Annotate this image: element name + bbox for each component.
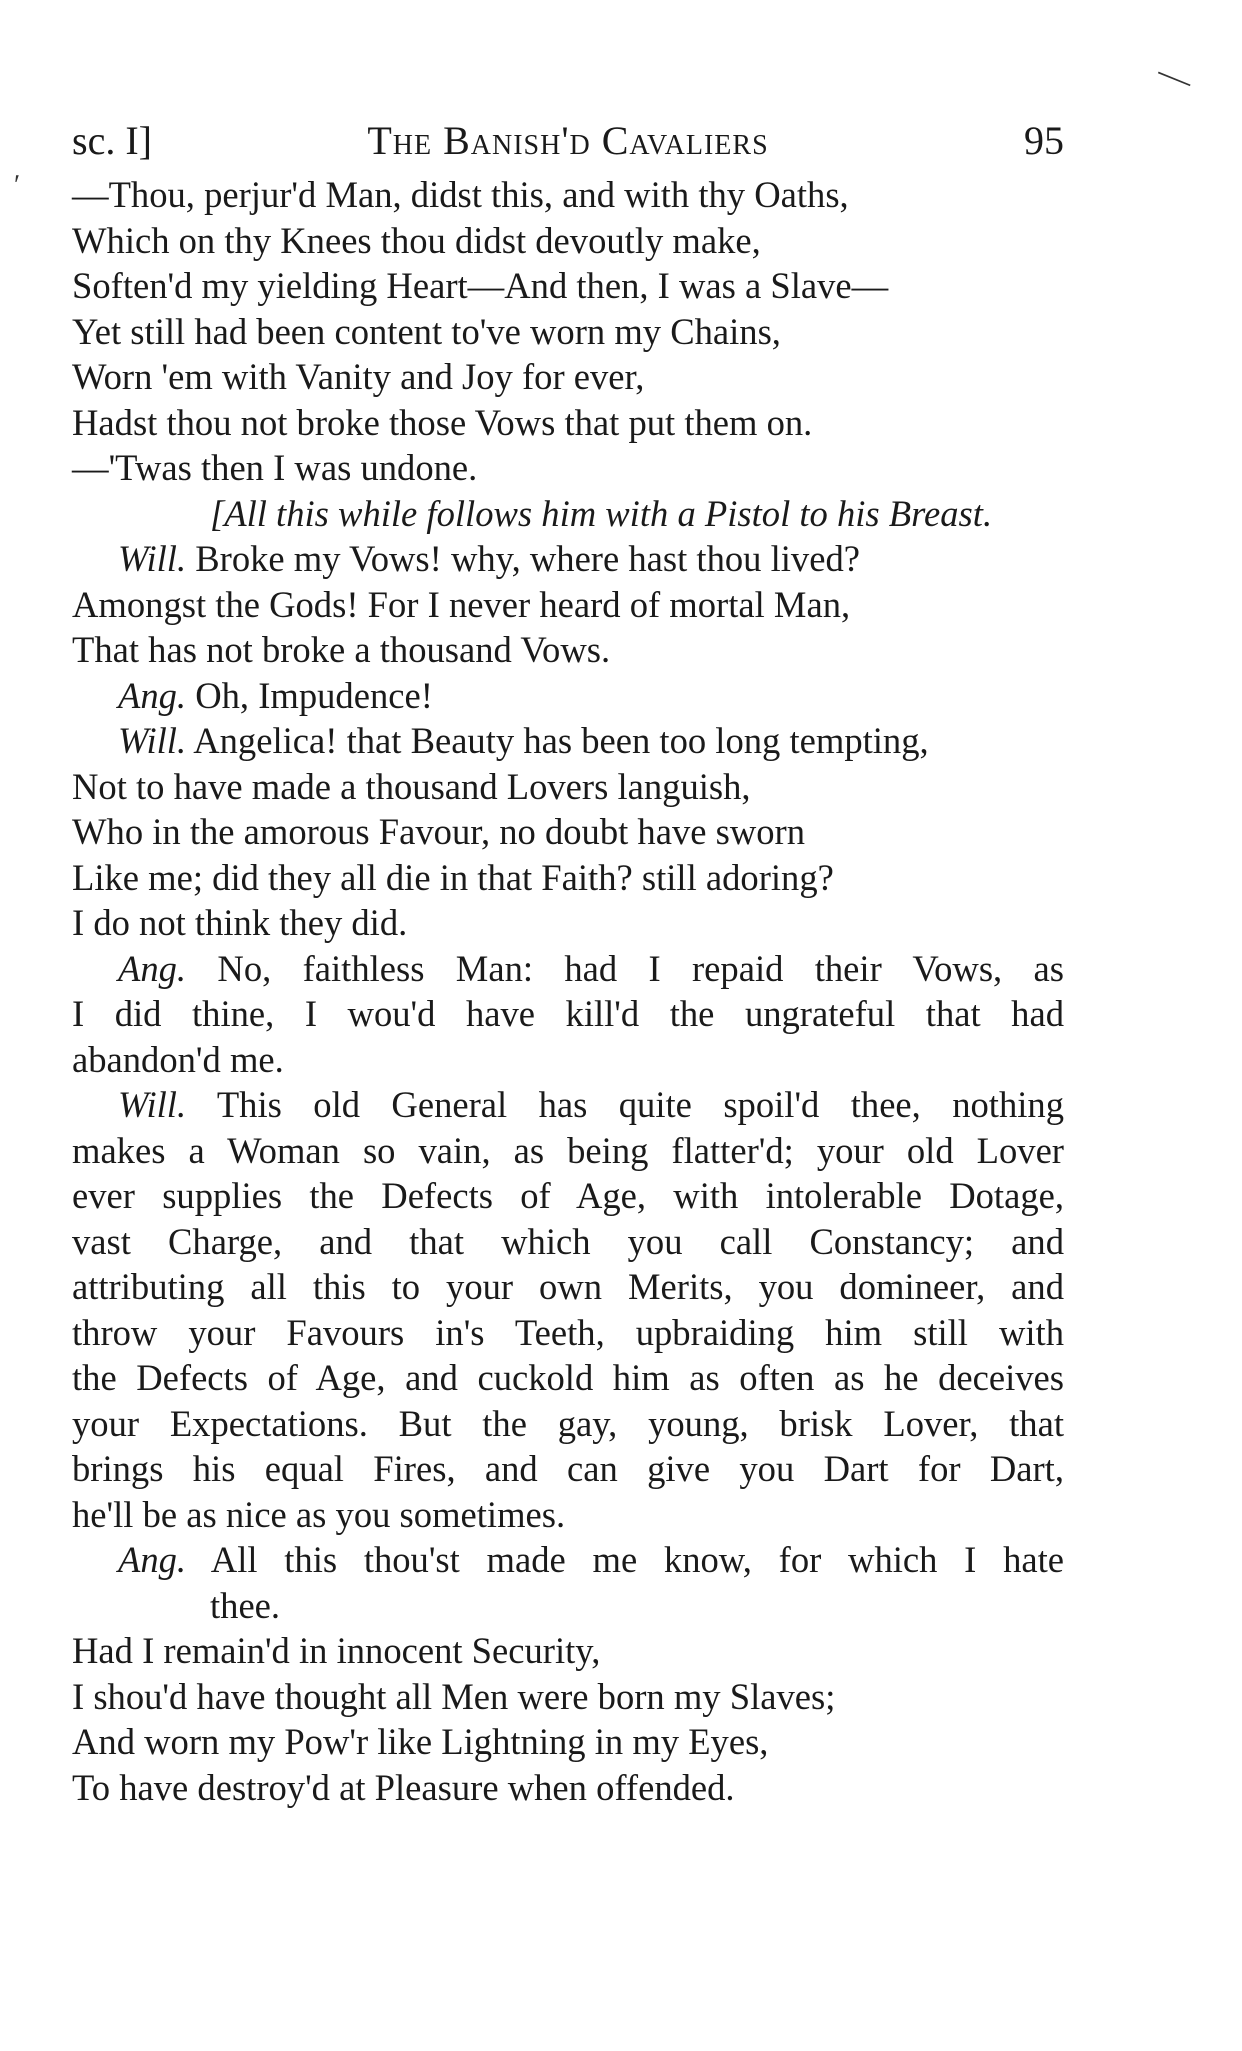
speaker-name: Will. <box>118 720 187 761</box>
line-text: —Thou, perjur'd Man, didst this, and with thy Oaths, <box>72 174 849 215</box>
text-line <box>72 1082 1064 1128</box>
line-text: Broke my Vows! why, where hast thou lived? <box>186 538 860 579</box>
speaker-name: Ang. <box>118 674 187 716</box>
line-text: I do not think they did. <box>72 902 408 943</box>
text-line <box>72 218 1064 264</box>
stage-direction: [All this while follows him with a Pistol to his Breast. <box>210 492 993 534</box>
text-line <box>72 445 1064 491</box>
line-text: he'll be as nice as you sometimes. <box>72 1493 566 1535</box>
speaker-name: Will. <box>118 538 187 579</box>
text-line <box>72 809 1064 855</box>
speaker-name: Will. <box>118 1084 187 1125</box>
text-line <box>72 673 1064 719</box>
text-line <box>72 1310 1064 1356</box>
text-line <box>72 1537 1064 1583</box>
line-text: your Expectations. But the gay, young, brisk Lover, that <box>72 1402 1064 1444</box>
line-text: Amongst the Gods! For I never heard of mortal Man, <box>72 583 851 625</box>
line-text: Not to have made a thousand Lovers languish, <box>72 765 751 807</box>
text-line <box>72 491 1064 537</box>
line-text: Yet still had been content to've worn my Chains, <box>72 310 781 352</box>
scene-marker: sc. I] <box>72 118 152 163</box>
speaker-name: Ang. <box>118 947 187 989</box>
text-line <box>72 536 1064 582</box>
play-text <box>72 172 1064 1810</box>
text-line <box>72 1401 1064 1447</box>
text-line <box>72 263 1064 309</box>
text-line <box>72 1492 1064 1538</box>
text-line <box>72 1446 1064 1492</box>
line-text: Oh, Impudence! <box>186 674 433 716</box>
text-line <box>72 1583 1064 1629</box>
text-line <box>72 627 1064 673</box>
running-header <box>72 116 1064 166</box>
text-line <box>72 1037 1064 1083</box>
text-line <box>72 400 1064 446</box>
text-line <box>72 1765 1064 1811</box>
text-line <box>72 1264 1064 1310</box>
line-text: No, faithless Man: had I repaid their Vows, as <box>186 947 1064 989</box>
line-text: Who in the amorous Favour, no doubt have sworn <box>72 811 806 852</box>
line-text: thee. <box>210 1584 281 1626</box>
text-line <box>72 1719 1064 1765</box>
text-line <box>72 946 1064 992</box>
text-line <box>72 1173 1064 1219</box>
running-title: The Banish'd Cavaliers <box>367 118 769 163</box>
line-text: I did thine, I wou'd have kill'd the ungrateful that had <box>72 993 1064 1034</box>
line-text: makes a Woman so vain, as being flatter'd; your old Lover <box>72 1129 1064 1171</box>
line-text: This old General has quite spoil'd thee, nothing <box>186 1084 1064 1125</box>
margin-mark: ʹ <box>14 170 21 201</box>
line-text: Worn 'em with Vanity and Joy for ever, <box>72 356 645 397</box>
line-text: brings his equal Fires, and can give you Dart for Dart, <box>72 1448 1064 1489</box>
speaker-name: Ang. <box>118 1539 187 1580</box>
line-text: Had I remain'd in innocent Security, <box>72 1630 601 1671</box>
line-text: Soften'd my yielding Heart—And then, I was a Slave— <box>72 265 889 306</box>
line-text: To have destroy'd at Pleasure when offended. <box>72 1766 735 1808</box>
text-line <box>72 1355 1064 1401</box>
text-line <box>72 900 1064 946</box>
text-line <box>72 1674 1064 1720</box>
margin-mark: ― <box>1152 53 1198 101</box>
line-text: abandon'd me. <box>72 1038 284 1080</box>
line-text: vast Charge, and that which you call Constancy; and <box>72 1220 1064 1262</box>
line-text: I shou'd have thought all Men were born my Slaves; <box>72 1675 836 1717</box>
text-line <box>72 764 1064 810</box>
text-line <box>72 855 1064 901</box>
text-line <box>72 1128 1064 1174</box>
page-number: 95 <box>1024 118 1064 163</box>
text-line <box>72 582 1064 628</box>
line-text: All this thou'st made me know, for which I hate <box>186 1539 1064 1580</box>
line-text: Angelica! that Beauty has been too long tempting, <box>186 720 929 761</box>
text-line <box>72 1219 1064 1265</box>
text-line <box>72 172 1064 218</box>
line-text: Like me; did they all die in that Faith? still adoring? <box>72 856 834 898</box>
text-line <box>72 991 1064 1037</box>
line-text: And worn my Pow'r like Lightning in my Eyes, <box>72 1721 769 1762</box>
line-text: Which on thy Knees thou didst devoutly make, <box>72 219 761 261</box>
text-line <box>72 354 1064 400</box>
text-line <box>72 1628 1064 1674</box>
line-text: attributing all this to your own Merits, you domineer, and <box>72 1266 1064 1307</box>
line-text: That has not broke a thousand Vows. <box>72 629 611 670</box>
line-text: ever supplies the Defects of Age, with intolerable Dotage, <box>72 1175 1064 1216</box>
text-line <box>72 309 1064 355</box>
line-text: throw your Favours in's Teeth, upbraiding him still with <box>72 1311 1064 1353</box>
line-text: Hadst thou not broke those Vows that put them on. <box>72 401 813 443</box>
text-line <box>72 718 1064 764</box>
line-text: the Defects of Age, and cuckold him as often as he deceives <box>72 1357 1064 1398</box>
line-text: —'Twas then I was undone. <box>72 447 478 488</box>
